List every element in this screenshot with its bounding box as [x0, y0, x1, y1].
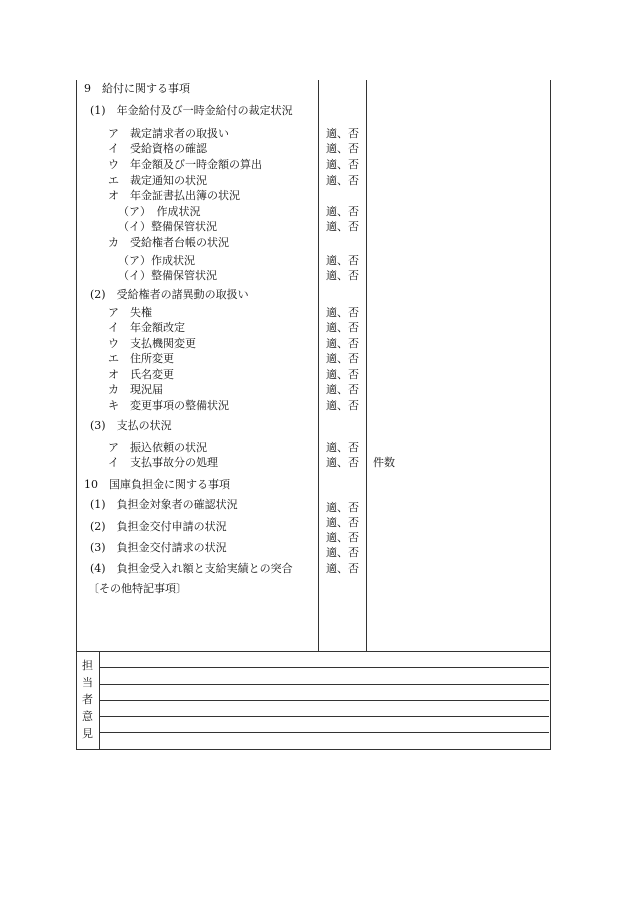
comment-label-char: 見	[82, 727, 93, 740]
comment-label-char: 担	[82, 659, 93, 672]
list-item-label: イ 年金額改定	[108, 321, 185, 334]
list-item-label: (4) 負担金受入れ額と支給実績との突合	[90, 562, 293, 575]
status-value: 適、否	[326, 501, 359, 514]
list-item-label: (1) 負担金対象者の確認状況	[90, 498, 238, 511]
list-item-label: エ 裁定通知の状況	[108, 174, 207, 187]
status-value: 適、否	[326, 352, 359, 365]
status-value: 適、否	[326, 516, 359, 529]
status-value: 適、否	[326, 174, 359, 187]
status-value: 適、否	[326, 205, 359, 218]
list-item-label: ウ 支払機関変更	[108, 337, 196, 350]
list-item-label: ア 失権	[108, 306, 152, 319]
list-item-label: (3) 負担金交付請求の状況	[90, 541, 227, 554]
column-divider-status	[318, 80, 319, 651]
status-value: 適、否	[326, 321, 359, 334]
list-item-label: （ア） 作成状況	[118, 205, 201, 218]
comment-label-char: 者	[82, 693, 93, 706]
comment-line	[99, 700, 549, 701]
list-item-label: カ 受給権者台帳の状況	[108, 236, 229, 249]
status-value: 適、否	[326, 142, 359, 155]
status-value: 適、否	[326, 546, 359, 559]
comment-label-char: 意	[82, 710, 93, 723]
section9-sub1-title: (1) 年金給付及び一時金給付の裁定状況	[90, 104, 293, 117]
status-value: 適、否	[326, 383, 359, 396]
status-value: 適、否	[326, 399, 359, 412]
list-item-label: カ 現況届	[108, 383, 163, 396]
list-item-label: (2) 負担金交付申請の状況	[90, 520, 227, 533]
status-value: 適、否	[326, 562, 359, 575]
status-value: 適、否	[326, 531, 359, 544]
status-value: 適、否	[326, 220, 359, 233]
status-value: 適、否	[326, 254, 359, 267]
section10-heading: 10 国庫負担金に関する事項	[84, 478, 230, 491]
list-item-label: （イ）整備保管状況	[118, 269, 217, 282]
list-item-label: ウ 年金額及び一時金額の算出	[108, 158, 262, 171]
status-value: 適、否	[326, 158, 359, 171]
list-item-label: オ 氏名変更	[108, 368, 174, 381]
status-value: 適、否	[326, 306, 359, 319]
section9-sub2-title: (2) 受給権者の諸異動の取扱い	[90, 288, 249, 301]
comment-line	[99, 732, 549, 733]
status-value: 適、否	[326, 368, 359, 381]
status-value: 適、否	[326, 456, 359, 469]
section9-heading: 9 給付に関する事項	[84, 82, 190, 95]
count-note: 件数	[373, 456, 395, 469]
list-item-label: キ 変更事項の整備状況	[108, 399, 229, 412]
list-item-label: ア 裁定請求者の取扱い	[108, 127, 229, 140]
list-item-label: オ 年金証書払出簿の状況	[108, 189, 240, 202]
list-item-label: イ 受給資格の確認	[108, 142, 207, 155]
list-item-label: イ 支払事故分の処理	[108, 456, 218, 469]
status-value: 適、否	[326, 337, 359, 350]
column-divider-notes	[366, 80, 367, 651]
status-value: 適、否	[326, 441, 359, 454]
list-item-label: （イ）整備保管状況	[118, 220, 217, 233]
list-item-label: エ 住所変更	[108, 352, 174, 365]
list-item-label: ア 振込依頼の状況	[108, 441, 207, 454]
comment-line	[99, 684, 549, 685]
section9-sub3-title: (3) 支払の状況	[90, 419, 172, 432]
comment-line	[99, 716, 549, 717]
status-value: 適、否	[326, 269, 359, 282]
status-value: 適、否	[326, 127, 359, 140]
comment-line	[99, 667, 549, 668]
comment-label-char: 当	[82, 676, 93, 689]
list-item-label: （ア）作成状況	[118, 254, 195, 267]
other-notes-label: 〔その他特記事項〕	[88, 582, 187, 595]
